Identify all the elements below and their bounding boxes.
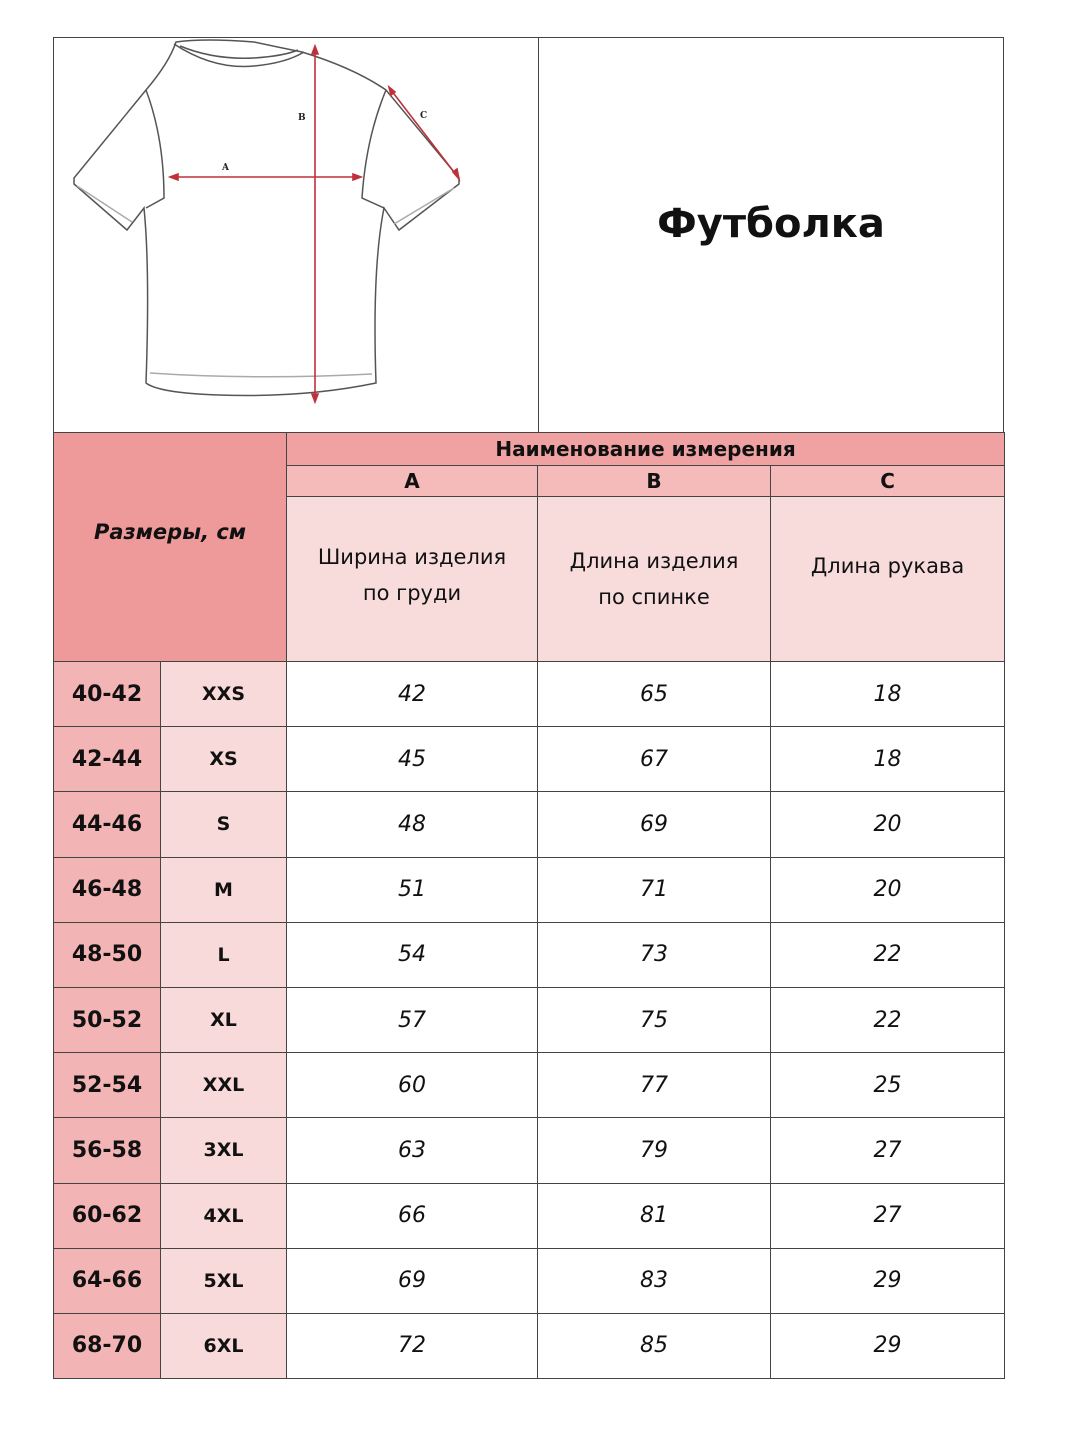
value-b-cell: 81 [538, 1183, 771, 1248]
column-desc-b: Длина изделия по спинке [538, 497, 771, 662]
size-intl-cell: XS [161, 727, 287, 792]
value-c-cell: 20 [771, 857, 1005, 922]
size-intl-cell: 4XL [161, 1183, 287, 1248]
value-c-cell: 29 [771, 1313, 1005, 1378]
page-title: Футболка [657, 201, 885, 247]
value-b-cell: 65 [538, 662, 771, 727]
table-row [54, 662, 1005, 727]
label-b: B [298, 113, 306, 123]
size-intl-cell: XXS [161, 662, 287, 727]
size-intl-cell: XL [161, 987, 287, 1052]
label-a: A [222, 163, 229, 173]
value-c-cell: 27 [771, 1183, 1005, 1248]
size-intl-cell: M [161, 857, 287, 922]
value-c-cell: 25 [771, 1053, 1005, 1118]
value-c-cell: 18 [771, 662, 1005, 727]
value-b-cell: 69 [538, 792, 771, 857]
value-a-cell: 69 [287, 1248, 538, 1313]
size-intl-cell: 6XL [161, 1313, 287, 1378]
size-ru-cell: 40-42 [54, 662, 161, 727]
table-row [54, 987, 1005, 1052]
table-row [54, 857, 1005, 922]
size-ru-cell: 44-46 [54, 792, 161, 857]
value-b-cell: 67 [538, 727, 771, 792]
value-b-cell: 83 [538, 1248, 771, 1313]
value-a-cell: 48 [287, 792, 538, 857]
table-row [54, 922, 1005, 987]
table-row [54, 792, 1005, 857]
value-c-cell: 20 [771, 792, 1005, 857]
value-a-cell: 63 [287, 1118, 538, 1183]
size-ru-cell: 46-48 [54, 857, 161, 922]
column-desc-a: Ширина изделия по груди [287, 497, 538, 662]
column-desc-c: Длина рукава [771, 497, 1005, 662]
size-intl-cell: S [161, 792, 287, 857]
value-a-cell: 54 [287, 922, 538, 987]
size-ru-cell: 42-44 [54, 727, 161, 792]
value-a-cell: 42 [287, 662, 538, 727]
size-intl-cell: 3XL [161, 1118, 287, 1183]
size-ru-cell: 52-54 [54, 1053, 161, 1118]
value-a-cell: 66 [287, 1183, 538, 1248]
value-c-cell: 22 [771, 922, 1005, 987]
value-b-cell: 73 [538, 922, 771, 987]
table-row [54, 1053, 1005, 1118]
table-row [54, 1313, 1005, 1378]
size-ru-cell: 56-58 [54, 1118, 161, 1183]
size-table [53, 432, 1005, 1379]
value-a-cell: 57 [287, 987, 538, 1052]
measurement-group-header: Наименование измерения [287, 433, 1005, 466]
table-row [54, 727, 1005, 792]
column-letter-c: C [771, 466, 1005, 497]
tshirt-icon [54, 38, 538, 432]
size-ru-cell: 68-70 [54, 1313, 161, 1378]
column-letter-a: A [287, 466, 538, 497]
sizes-header: Размеры, см [54, 433, 287, 662]
table-row [54, 1248, 1005, 1313]
value-b-cell: 71 [538, 857, 771, 922]
size-intl-cell: XXL [161, 1053, 287, 1118]
tshirt-diagram [54, 38, 539, 432]
value-a-cell: 60 [287, 1053, 538, 1118]
column-letter-b: B [538, 466, 771, 497]
size-ru-cell: 48-50 [54, 922, 161, 987]
value-c-cell: 27 [771, 1118, 1005, 1183]
label-c: C [420, 111, 428, 121]
table-row [54, 1183, 1005, 1248]
value-b-cell: 79 [538, 1118, 771, 1183]
value-a-cell: 72 [287, 1313, 538, 1378]
value-c-cell: 22 [771, 987, 1005, 1052]
header-section [53, 37, 1004, 433]
value-a-cell: 45 [287, 727, 538, 792]
size-ru-cell: 64-66 [54, 1248, 161, 1313]
value-b-cell: 75 [538, 987, 771, 1052]
value-a-cell: 51 [287, 857, 538, 922]
value-c-cell: 29 [771, 1248, 1005, 1313]
size-ru-cell: 50-52 [54, 987, 161, 1052]
table-row [54, 1118, 1005, 1183]
size-ru-cell: 60-62 [54, 1183, 161, 1248]
value-b-cell: 85 [538, 1313, 771, 1378]
value-c-cell: 18 [771, 727, 1005, 792]
size-intl-cell: L [161, 922, 287, 987]
size-intl-cell: 5XL [161, 1248, 287, 1313]
value-b-cell: 77 [538, 1053, 771, 1118]
